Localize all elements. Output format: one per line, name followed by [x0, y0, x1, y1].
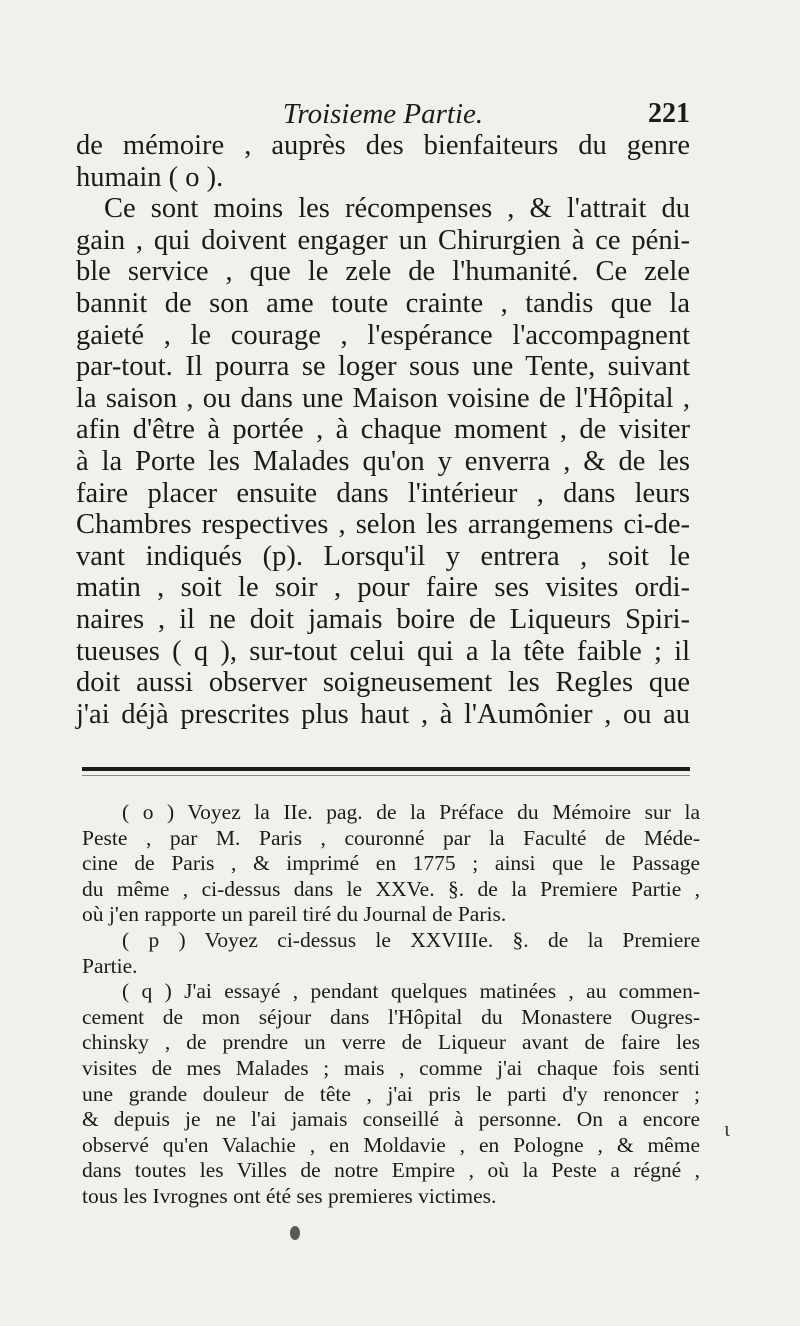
text-line: tueuses ( q ), sur-tout celui qui a la tête faible ; il	[76, 635, 690, 667]
text-line: Ce sont moins les récompenses , & l'attrait du	[104, 193, 690, 225]
text-line: ble service , que le zele de l'humanité. Ce zele	[76, 256, 690, 288]
footnote-divider	[82, 767, 690, 771]
footnote-line: une grande douleur de tête , j'ai pris le parti d'y renoncer ;	[82, 1081, 700, 1106]
footnote-line: Peste , par M. Paris , couronné par la Faculté de Méde-	[82, 825, 700, 850]
footnote-line: tous les Ivrognes ont été ses premieres victimes.	[82, 1183, 497, 1208]
text-line: afin d'être à portée , à chaque moment , de visiter	[76, 414, 690, 446]
footnote-line: chinsky , de prendre un verre de Liqueur avant de faire les	[82, 1030, 700, 1055]
text-line: Chambres respectives , selon les arrangemens ci-de-	[76, 509, 690, 541]
main-text	[76, 130, 690, 730]
footnote-line: Partie.	[82, 953, 138, 978]
footnote-line: ( q ) J'ai essayé , pendant quelques matinées , au commen-	[122, 979, 700, 1004]
footnote-line: observé qu'en Valachie , en Moldavie , en Pologne , & même	[82, 1132, 700, 1157]
footnote-line: dans toutes les Villes de notre Empire , où la Peste a régné ,	[82, 1158, 700, 1183]
footnote-line: & depuis je ne l'ai jamais conseillé à personne. On a encore	[82, 1107, 700, 1132]
page-number: 221	[648, 98, 690, 129]
text-line: naires , il ne doit jamais boire de Liqueurs Spiri-	[76, 603, 690, 635]
ink-blot	[290, 1226, 300, 1240]
text-line: gaieté , le courage , l'espérance l'accompagnent	[76, 319, 690, 351]
footnote-line: ( o ) Voyez la IIe. pag. de la Préface du Mémoire sur la	[122, 800, 700, 824]
margin-pencil-mark: ι	[724, 1116, 730, 1141]
footnote-line: cine de Paris , & imprimé en 1775 ; ainsi que le Passage	[82, 851, 700, 876]
footnote-line: visites de mes Malades ; mais , comme j'ai chaque fois senti	[82, 1055, 700, 1080]
footnote-line: cement de mon séjour dans l'Hôpital du Monastere Ougres-	[82, 1004, 700, 1029]
text-line: par-tout. Il pourra se loger sous une Tente, suivant	[76, 351, 690, 383]
text-line: doit aussi observer soigneusement les Regles que	[76, 667, 690, 699]
running-head-title: Troisieme Partie.	[282, 98, 484, 130]
text-line: j'ai déjà prescrites plus haut , à l'Aumônier , ou au	[76, 698, 690, 730]
text-line: matin , soit le soir , pour faire ses visites ordi-	[76, 572, 690, 604]
footnote-line: du même , ci-dessus dans le XXVe. §. de la Premiere Partie ,	[82, 876, 700, 901]
text-line: de mémoire , auprès des bienfaiteurs du genre	[76, 130, 690, 161]
footnote-divider-thin	[82, 775, 690, 776]
text-line: à la Porte les Malades qu'on y enverra , & de les	[76, 445, 690, 477]
text-line: faire placer ensuite dans l'intérieur , dans leurs	[76, 477, 690, 509]
footnote-line: où j'en rapporte un pareil tiré du Journal de Paris.	[82, 902, 507, 927]
text-line: bannit de son ame toute crainte , tandis que la	[76, 287, 690, 319]
text-line: humain ( o ).	[76, 161, 224, 193]
footnote-line: ( p ) Voyez ci-dessus le XXVIIIe. §. de la Premiere	[122, 927, 700, 952]
footnotes	[82, 800, 700, 1210]
text-line: vant indiqués (p). Lorsqu'il y entrera , soit le	[76, 540, 690, 572]
text-line: la saison , ou dans une Maison voisine de l'Hôpital ,	[76, 382, 690, 414]
text-line: gain , qui doivent engager un Chirurgien à ce péni-	[76, 224, 690, 256]
